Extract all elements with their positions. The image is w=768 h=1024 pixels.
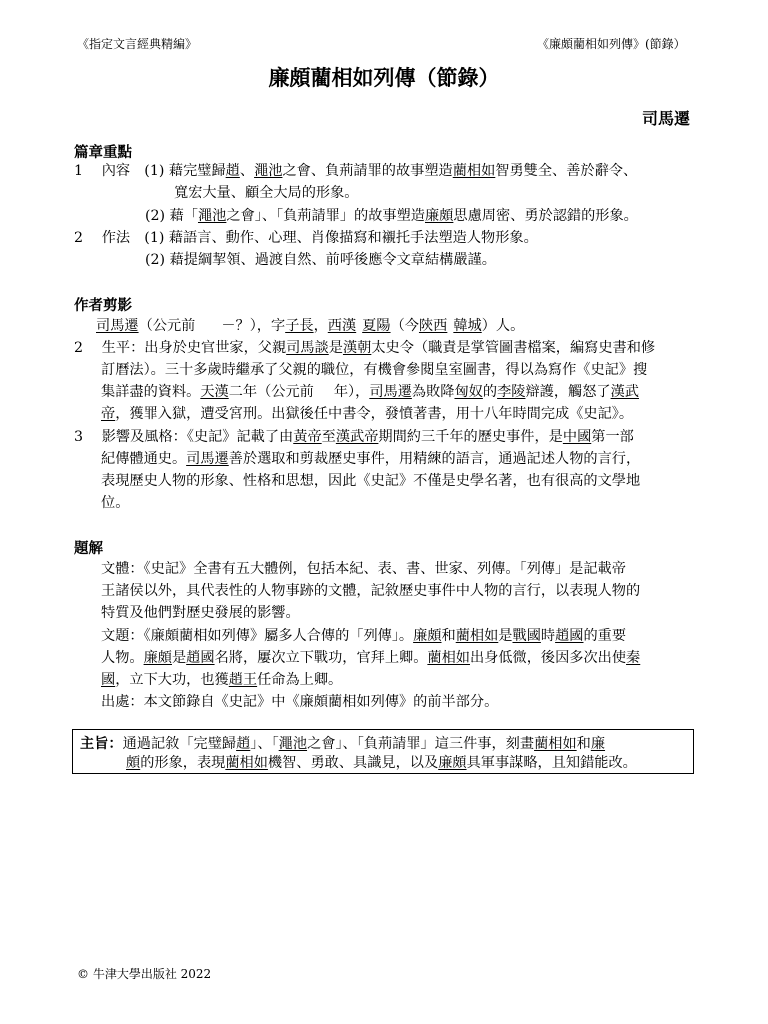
author-line-2: 2 生平：出身於史官世家，父親司馬談是漢朝太史令（職責是掌管圖書檔案，編寫史書和修 (74, 340, 656, 356)
key-point-line-1: 1 內容 (1) 藉完璧歸趙、澠池之會、負荊請罪的故事塑造藺相如智勇雙全、善於辭令、 (74, 163, 638, 179)
intro-line-5: 人物。廉頗是趙國名將，屢次立下戰功，官拜上卿。藺相如出身低微，後因多次出使秦 (101, 650, 641, 666)
header-book-title: 《指定文言經典精編》 (77, 37, 198, 51)
key-point-line-3: (2) 藉「澠池之會」、「負荊請罪」的故事塑造廉頗思慮周密、勇於認錯的形象。 (145, 208, 638, 224)
key-point-line-2: 寬宏大量、顧全大局的形象。 (174, 185, 359, 201)
key-point-line-5: (2) 藉提綱挈領、過渡自然、前呼後應令文章結構嚴謹。 (145, 252, 496, 268)
author-line-6: 3 影響及風格：《史記》記載了由黃帝至漢武帝期間約三千年的歷史事件，是中國第一部 (74, 429, 634, 445)
section-heading-key-points: 篇章重點 (74, 145, 132, 161)
page-title: 廉頗藺相如列傳（節錄） (268, 66, 500, 90)
theme-label: 主旨： (80, 736, 123, 752)
author-line-1: 司馬遷（公元前 －？），字子長，西漢 夏陽（今陝西 韓城）人。 (96, 318, 525, 334)
author-line-7: 紀傳體通史。司馬遷善於選取和剪裁歷史事件，用精練的語言，通過記述人物的言行， (101, 451, 641, 467)
intro-line-3: 特質及他們對歷史發展的影響。 (101, 605, 300, 621)
intro-line-4: 文題：《廉頗藺相如列傳》屬多人合傳的「列傳」。廉頗和藺相如是戰國時趙國的重要 (101, 628, 627, 644)
section-heading-intro: 題解 (74, 541, 103, 557)
author-line-5: 帝，獲罪入獄，遭受宮刑。出獄後任中書令，發憤著書，用十八年時間完成《史記》。 (101, 406, 634, 422)
author-line-8: 表現歷史人物的形象、性格和思想，因此《史記》不僅是史學名著，也有很高的文學地 (101, 473, 641, 489)
intro-line-6: 國，立下大功，也獲趙王任命為上卿。 (101, 672, 343, 688)
section-heading-author: 作者剪影 (74, 298, 132, 314)
footer-copyright: © 牛津大學出版社 2022 (77, 967, 212, 981)
author-name: 司馬遷 (642, 109, 691, 128)
key-point-line-4: 2 作法 (1) 藉語言、動作、心理、肖像描寫和襯托手法塑造人物形象。 (74, 230, 538, 246)
header-chapter-title: 《廉頗藺相如列傳》(節錄） (537, 37, 686, 51)
author-line-9: 位。 (101, 495, 130, 511)
theme-line-1: 主旨：通過記敘「完璧歸趙」、「澠池之會」、「負荊請罪」這三件事，刻畫藺相如和廉 (80, 736, 606, 752)
intro-line-2: 王諸侯以外，具代表性的人物事跡的文體，記敘歷史事件中人物的言行，以表現人物的 (101, 583, 641, 599)
author-line-3: 訂曆法）。三十多歲時繼承了父親的職位，有機會參閱皇室圖書，得以為寫作《史記》搜 (101, 362, 648, 378)
theme-line-2: 頗的形象，表現藺相如機智、勇敢、具識見，以及廉頗具軍事謀略，且知錯能改。 (126, 755, 637, 771)
author-line-4: 集詳盡的資料。天漢二年（公元前 年），司馬遷為敗降匈奴的李陵辯護，觸怒了漢武 (101, 384, 639, 400)
intro-line-1: 文體：《史記》全書有五大體例，包括本紀、表、書、世家、列傳。「列傳」是記載帝 (101, 561, 626, 577)
intro-line-7: 出處：本文節錄自《史記》中《廉頗藺相如列傳》的前半部分。 (101, 694, 499, 710)
